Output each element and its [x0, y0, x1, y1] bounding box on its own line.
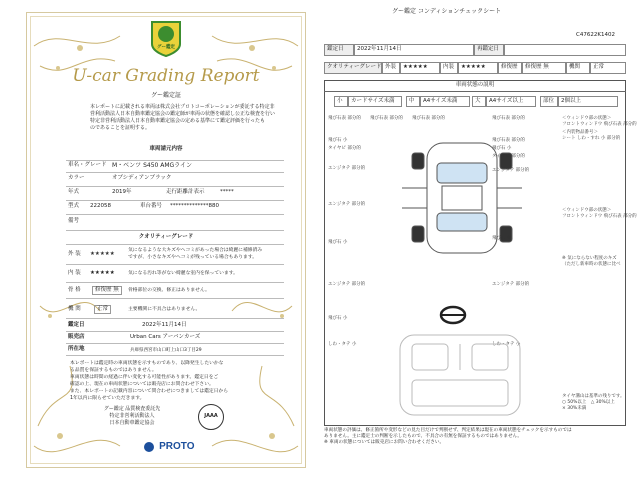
sheet-date-label: 鑑定日: [324, 44, 354, 56]
quality-interior-stars: ★★★★★: [90, 270, 115, 276]
vehicle-section-title: 車両請元内容: [149, 146, 183, 152]
quality-exterior-desc: 気になるような大キズやヘコミがあった場合は綺麗に補修済み: [128, 248, 263, 253]
proto-logo-text: PROTO: [159, 441, 195, 452]
callout-label: エンジタテ 部分的: [328, 202, 366, 207]
vehicle-model-label: 型式: [68, 203, 80, 209]
certificate-intro: [90, 104, 290, 132]
callout-label: 飛び石 小: [328, 316, 348, 321]
shop-label: 販売店: [68, 334, 85, 340]
goo-kantei-badge: [148, 20, 184, 58]
sheet-repair-value: 修復歴 無: [522, 62, 566, 74]
callout-label: エンジタテ 部分的: [492, 168, 530, 173]
sheet-date-value: 2022年11月14日: [354, 44, 474, 56]
sheet-recheck-label: 再鑑定日: [474, 44, 504, 56]
issuer-line: 日本自動車鑑定協会: [109, 420, 155, 426]
callout-label: 飛び石表 部分的: [492, 116, 525, 121]
size-large-label: 大: [472, 96, 486, 107]
vehicle-year-label: 年式: [68, 189, 80, 195]
badge-label: グー鑑定: [157, 45, 175, 50]
callout-label: しわ・タテ 小: [492, 342, 521, 347]
interior-seat-diagram: [390, 330, 530, 420]
paint-count: 2個以上: [558, 96, 618, 107]
vehicle-notes-label: 備考: [68, 218, 80, 224]
sheet-repair-label: 修復歴: [498, 62, 522, 74]
badge-shield-icon: [148, 20, 184, 58]
callout-label: 飛び石 小: [328, 240, 348, 245]
vehicle-name-value: M・ベンツ S450 AMGライン: [112, 162, 193, 169]
jaaa-logo-icon: [198, 404, 224, 430]
side-note: ※ 気にならない程度のキズ: [562, 256, 617, 261]
issuer-block: [92, 406, 172, 427]
size-mid-label: 中: [406, 96, 420, 107]
vehicle-name-label: 車名・グレード: [68, 162, 107, 168]
callout-label: 飛び石表 部分的: [492, 138, 525, 143]
footer-note-line: 車両状態の評価は、修正箇所や変形などの見た目だけで判断せず、判定結果は現在の車両状態をチェックを示すものでは: [324, 428, 572, 433]
quality-frame-badge: 修復歴 無: [92, 286, 122, 295]
side-note: タイヤ溝山は基準の残りです。: [562, 394, 625, 399]
callout-label: エンジタテ 部分的: [328, 282, 366, 287]
callout-label: 飛び石表 部分的: [370, 116, 403, 121]
callout-label: 飛び石表 部分的: [412, 116, 445, 121]
sheet-code: C47622K1402: [576, 32, 615, 38]
sheet-exterior-label: 外装: [382, 62, 400, 74]
size-large-desc: A4サイズ以上: [486, 96, 536, 107]
quality-exterior-stars: ★★★★★: [90, 251, 115, 257]
footer-note-line: る品質を保証するものではありません。: [70, 368, 157, 373]
jaaa-label: JAAA: [204, 413, 218, 419]
side-note: ＜内装物品番号＞: [562, 130, 598, 135]
proto-mark-icon: [144, 442, 154, 452]
callout-label: 飛び石 小: [492, 146, 512, 151]
quality-mech-desc: 主要機関に不具合はありません。: [128, 307, 201, 312]
shop-value: Urban Cars アーバンカーズ: [130, 334, 201, 340]
car-top-view-diagram: [382, 128, 542, 268]
vehicle-mileage-label: 走行距離計表示: [166, 189, 205, 195]
issuer-line: グー鑑定 品質検査委託先: [103, 406, 161, 412]
intro-line: 本レポートに記載される車両は株式会社プロトコーポレーションが委託する特定非: [90, 104, 275, 110]
intro-line: のであることを証明する。: [90, 125, 151, 131]
vehicle-color-label: カラー: [68, 175, 85, 181]
callout-label: エンジタテ 部分的: [328, 166, 366, 171]
side-note: シート しわ・すれ 小 部分的: [562, 136, 621, 141]
vehicle-year-value: 2019年: [112, 189, 132, 195]
sheet-interior-label: 内装: [440, 62, 458, 74]
side-note: ＜ウィンドウ部の状態＞: [562, 116, 612, 121]
quality-exterior-label: 外 装: [68, 251, 81, 257]
callout-label: タイヤピ 部分的: [492, 154, 525, 159]
size-mid-desc: A4サイズ未満: [420, 96, 470, 107]
sheet-exterior-stars: ★★★★★: [400, 62, 440, 74]
intro-line: 営利活動法人日本自動車鑑定協会の鑑定師が車両の状態を確認し公正な検査を行い: [90, 111, 276, 117]
callout-label: 飛び石表 部分的: [328, 116, 361, 121]
vehicle-model-value: 222058: [90, 203, 111, 209]
certificate-subtitle: グー鑑定証: [150, 92, 181, 99]
quality-section-title: クオリティーグレード: [138, 234, 194, 240]
sheet-footer-notes: [324, 428, 626, 446]
side-note: ○ 50%以上 △ 30%以上: [562, 400, 615, 405]
footer-note-line: 本レポートは鑑定時の車両状態を示すものであり、以降発生したいかな: [70, 361, 224, 366]
grading-certificate: [20, 6, 312, 474]
paint-label: 部位: [540, 96, 558, 107]
side-note: フロントウィンドウ 飛び石表 部分的: [562, 122, 637, 127]
vehicle-mileage-value: *****: [220, 189, 234, 195]
sheet-qg-label: クオリティーグレード: [324, 62, 382, 74]
issuer-line: 特定非営利活動法人: [109, 413, 155, 419]
callout-label: エンジタテ 部分的: [492, 282, 530, 287]
quality-exterior-desc: ですが、小さなキズやヘコミが残っている場合もあります。: [128, 255, 258, 260]
quality-frame-label: 骨 格: [68, 287, 81, 293]
footer-note-line: また、本レポートの記載内容について問合わせにつきましては鑑定日から: [70, 389, 229, 394]
callout-label: しわ・タテ 小: [328, 342, 357, 347]
sheet-recheck-value: [504, 44, 626, 56]
quality-frame-desc: 骨格部位の交換、修正はありません。: [128, 288, 210, 293]
footer-note-line: ※ 車両の状態については販売店にお問い合わせください。: [324, 440, 445, 445]
proto-logo: [144, 436, 194, 455]
quality-mech-label: 機 関: [68, 306, 81, 312]
size-small-label: 小: [334, 96, 348, 107]
sheet-interior-stars: ★★★★★: [458, 62, 498, 74]
size-small-desc: カードサイズ未満: [348, 96, 402, 107]
vehicle-color-value: オブシディアンブラック: [112, 175, 172, 181]
quality-interior-label: 内 装: [68, 270, 81, 276]
footer-note-line: 1年以内に限らせていただきます。: [70, 396, 145, 401]
callout-label: 飛び石 小: [492, 236, 512, 241]
sheet-mech-value: 正常: [590, 62, 626, 74]
vehicle-chassis-value: **************880: [170, 203, 219, 209]
condition-check-sheet: [322, 8, 637, 474]
footer-note-line: 車両状態は時間の経過に伴い変化する可能性があります。鑑定日をご: [70, 375, 219, 380]
steering-wheel-icon: [438, 304, 468, 326]
date-value: 2022年11月14日: [142, 322, 187, 328]
address-value: 兵庫県西宮市山口町上山口3丁目29: [130, 348, 202, 353]
quality-mech-badge: 正常: [94, 305, 111, 314]
certificate-title: U-car Grading Report: [72, 66, 260, 86]
vehicle-chassis-label: 車台番号: [140, 203, 163, 209]
sheet-mech-label: 機関: [566, 62, 590, 74]
intro-line: 特定非営利活動法人日本自動車鑑定協会の定める基準にて鑑定評価を行ったも: [90, 118, 266, 124]
side-note: × 30%未満: [562, 406, 587, 411]
address-label: 所在地: [68, 346, 85, 352]
side-note: ＜ウィンドウ部の状態＞: [562, 208, 612, 213]
footer-note-line: ありません。主に鑑定士の判断を示したもので、不具合の有無を保証するものではありません。: [324, 434, 522, 439]
footer-note-line: 確認の上、現在の車両状態については販売店にお問合わせ下さい。: [70, 382, 214, 387]
sheet-header-title: グー鑑定 コンディションチェックシート: [392, 8, 502, 15]
certificate-footer-notes: [70, 360, 290, 402]
callout-label: 飛び石 小: [328, 138, 348, 143]
vehicle-state-title: 車両状態の説明: [455, 82, 495, 88]
side-note: フロントウィンドウ 飛び石表 部分的: [562, 214, 637, 219]
date-label: 鑑定日: [68, 322, 85, 328]
quality-interior-desc: 気になる汚れ等がない綺麗な室内を保っています。: [128, 271, 238, 276]
side-note: （ただし新車時の状態に比べ: [562, 262, 621, 267]
callout-label: タイヤピ 部分的: [328, 146, 361, 151]
